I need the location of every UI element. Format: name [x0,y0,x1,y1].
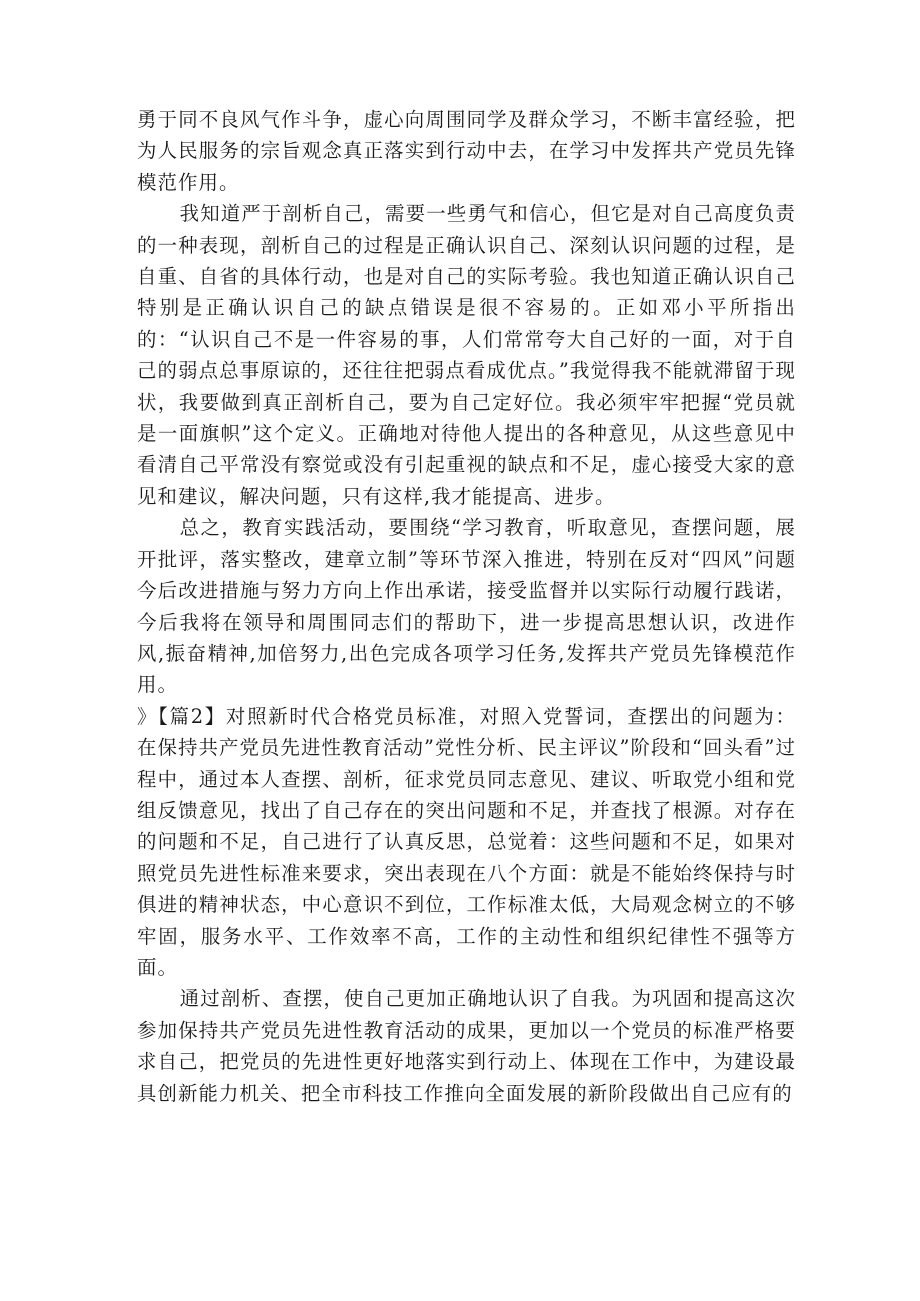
paragraph-3: 总之，教育实践活动，要围绕“学习教育，听取意见，查摆问题，展开批评，落实整改，建章立制”等环节深入推进，特别在反对“四风”问题今后改进措施与努力方向上作出承诺，接受监督并以实际行动履行践诺，今后我将在领导和周围同志们的帮助下，进一步提高思想认识，改进作风,振奋精神,加倍努力,出色完成各项学习任务,发挥共产党员先锋模范作用。 [137,516,796,697]
paragraph-4: 》【篇2】对照新时代合格党员标准，对照入党誓词，查摆出的问题为：在保持共产党员先进性教育活动”党性分析、民主评议”阶段和“回头看”过程中，通过本人查摆、剖析，征求党员同志意见、建议、听取党小组和党组反馈意见，找出了自己存在的突出问题和不足，并查找了根源。对存在的问题和不足，自己进行了认真反思，总觉着：这些问题和不足，如果对照党员先进性标准来要求，突出表现在八个方面：就是不能始终保持与时俱进的精神状态，中心意识不到位，工作标准太低，大局观念树立的不够牢固，服务水平、工作效率不高，工作的主动性和组织纪律性不强等方面。 [137,704,796,979]
paragraph-2: 我知道严于剖析自己，需要一些勇气和信心，但它是对自己高度负责的一种表现，剖析自己的过程是正确认识自己、深刻认识问题的过程，是自重、自省的具体行动，也是对自己的实际考验。我也知道正确认识自己特别是正确认识自己的缺点错误是很不容易的。正如邓小平所指出的：“认识自己不是一件容易的事，人们常常夸大自己好的一面，对于自己的弱点总事原谅的，还往往把弱点看成优点。”我觉得我不能就滞留于现状，我要做到真正剖析自己，要为自己定好位。我必须牢牢把握“党员就是一面旗帜”这个定义。正确地对待他人提出的各种意见，从这些意见中看清自己平常没有察觉或没有引起重视的缺点和不足，虚心接受大家的意见和建议，解决问题，只有这样,我才能提高、进步。 [137,202,796,508]
paragraph-5: 通过剖析、查摆，使自己更加正确地认识了自我。为巩固和提高这次参加保持共产党员先进性教育活动的成果，更加以一个党员的标准严格要求自己，把党员的先进性更好地落实到行动上、体现在工作中，为建设最具创新能力机关、把全市科技工作推向全面发展的新阶段做出自己应有的 [137,987,796,1105]
paragraph-1: 勇于同不良风气作斗争，虚心向周围同学及群众学习，不断丰富经验，把为人民服务的宗旨观念真正落实到行动中去，在学习中发挥共产党员先锋模范作用。 [137,108,796,194]
